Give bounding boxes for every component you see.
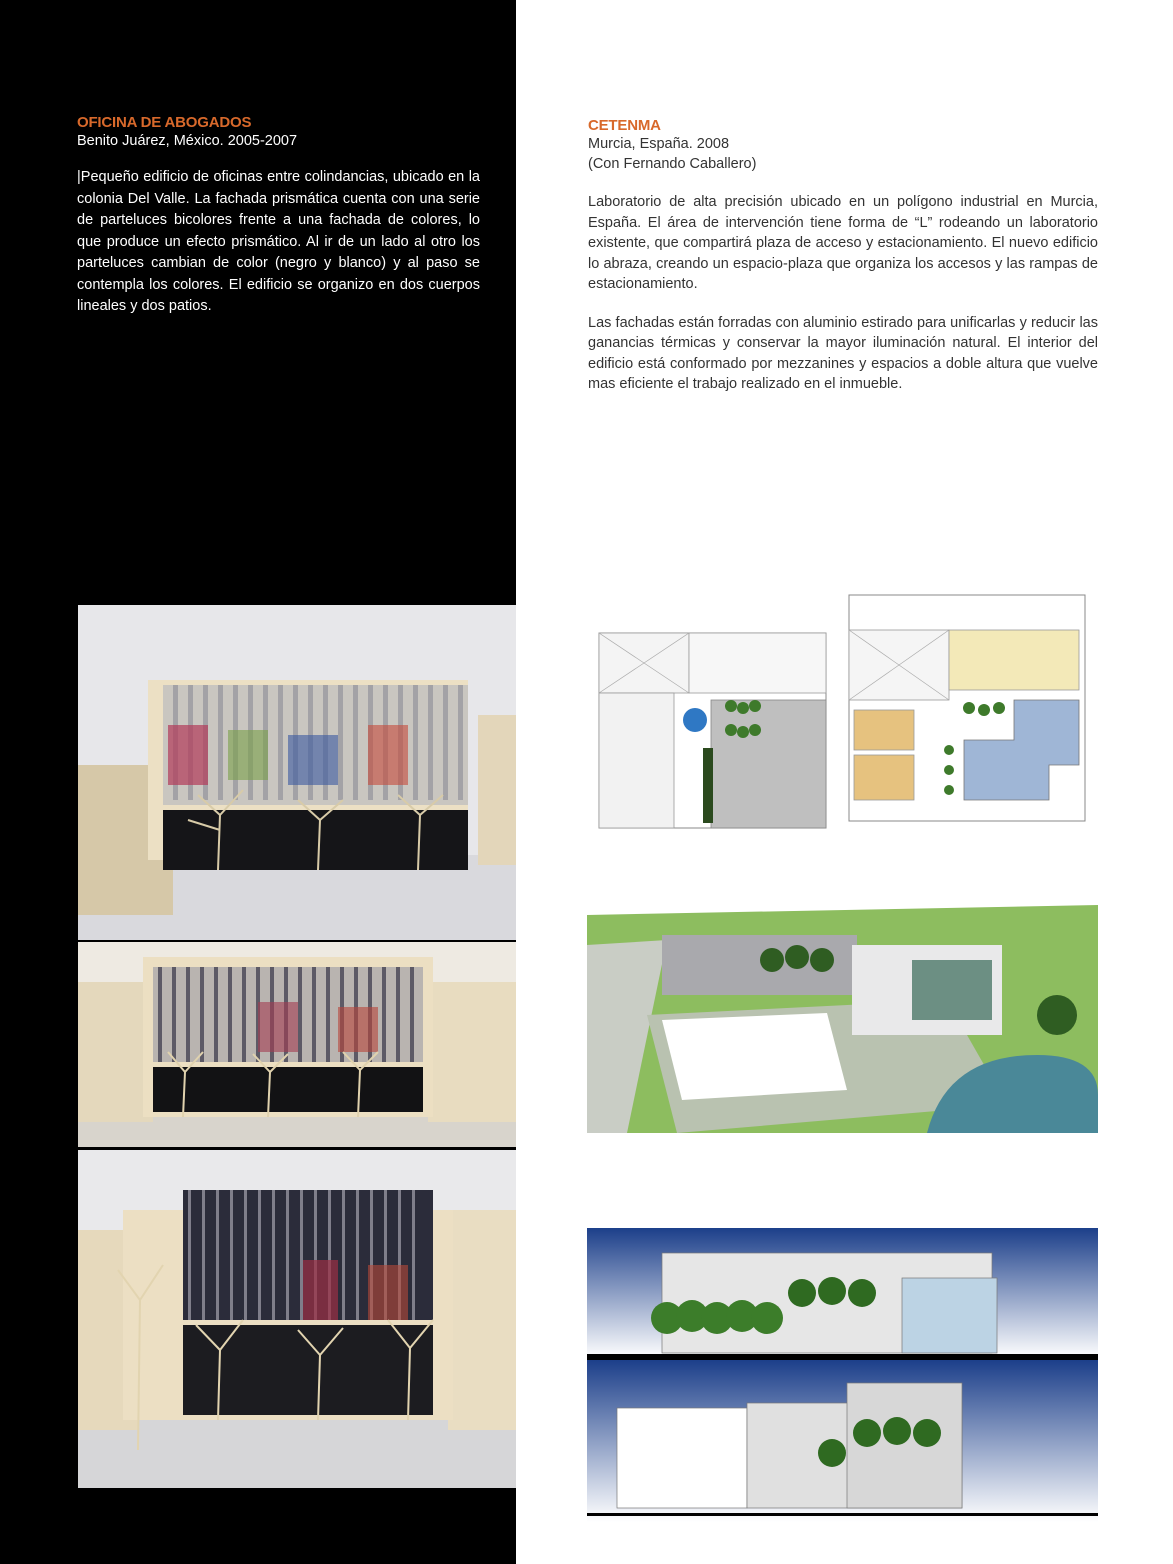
floor-plan-upper [844, 590, 1090, 826]
model-photo-3 [78, 1150, 516, 1488]
left-project-location: Benito Juárez, México. 2005-2007 [77, 133, 298, 149]
site-render [587, 905, 1098, 1133]
building-elevations [587, 1228, 1098, 1522]
left-project-description: |Pequeño edificio de oficinas entre colindancias, ubicado en la colonia Del Valle. La fachada prismática cuenta con una serie de parteluces bicolores frente a una fachada de colores, lo que produce un efecto prismático. Al ir de un lado al otro los parteluces cambian de color (negro y blanco) y al paso se contempla los colores. El edificio se organizo en dos cuerpos lineales y dos patios. [77, 169, 480, 314]
right-project-collaboration: (Con Fernando Caballero) [588, 156, 757, 172]
right-project-paragraph-2: Las fachadas están forradas con aluminio estirado para unificarlas y reducir las ganancias térmicas y conservar la mayor iluminación natural. El interior del edificio está conformado por mezzanines y espacios a doble altura que vuelve mas eficiente el trabajo realizado en el inmueble. [588, 314, 1098, 392]
floor-plan-ground [591, 588, 836, 838]
right-project-paragraph-1: Laboratorio de alta precisión ubicado en un polígono industrial en Murcia, España. El área de intervención tiene forma de “L” rodeando un laboratorio existente, que compartirá plaza de acceso y estacionamiento. El nuevo edificio lo abraza, creando un espacio-plaza que organiza los accesos y las rampas de estacionamiento. [588, 194, 1098, 292]
right-project-location: Murcia, España. 2008 [588, 136, 730, 152]
model-photo-1 [78, 605, 516, 940]
right-project-text [588, 117, 1098, 395]
left-project-title: OFICINA DE ABOGADOS [77, 114, 252, 131]
model-photo-2 [78, 942, 516, 1147]
left-project-text [77, 114, 480, 318]
right-project-title: CETENMA [588, 117, 661, 134]
